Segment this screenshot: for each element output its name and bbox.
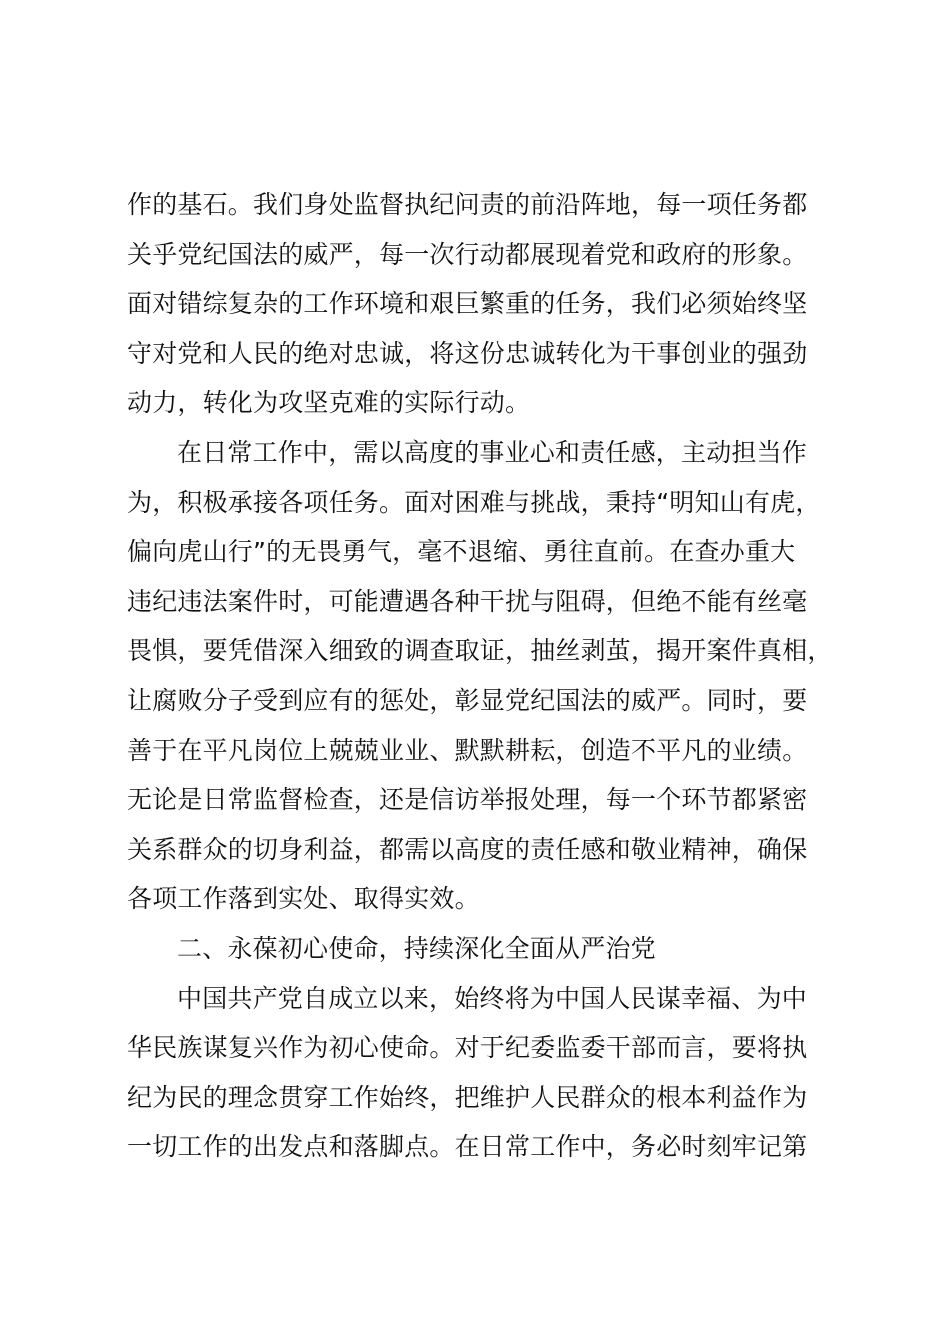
text-line: 无论是日常监督检查，还是信访举报处理，每一个环节都紧密 (127, 785, 808, 815)
paragraph-first-line: 中国共产党自成立以来，始终将为中国人民谋幸福、为中 (177, 983, 808, 1013)
text-line: 守对党和人民的绝对忠诚，将这份忠诚转化为干事创业的强劲 (127, 338, 808, 368)
section-heading: 二、永葆初心使命，持续深化全面从严治党 (177, 933, 656, 963)
text-line: 各项工作落到实处、取得实效。 (127, 884, 480, 914)
text-line: 关乎党纪国法的威严，每一次行动都展现着党和政府的形象。 (127, 239, 808, 269)
text-line: 畏惧，要凭借深入细致的调查取证，抽丝剥茧，揭开案件真相， (127, 636, 833, 666)
text-line: 违纪违法案件时，可能遭遇各种干扰与阻碍，但绝不能有丝毫 (127, 586, 808, 616)
text-line: 华民族谋复兴作为初心使命。对于纪委监委干部而言，要将执 (127, 1033, 808, 1063)
text-line: 善于在平凡岗位上兢兢业业、默默耕耘，创造不平凡的业绩。 (127, 735, 808, 765)
text-line: 作的基石。我们身处监督执纪问责的前沿阵地，每一项任务都 (127, 190, 808, 219)
document-body (127, 180, 839, 1172)
text-line: 让腐败分子受到应有的惩处，彰显党纪国法的威严。同时，要 (127, 685, 808, 715)
text-line: 偏向虎山行”的无畏勇气，毫不退缩、勇往直前。在查办重大 (127, 537, 796, 567)
text-line: 动力，转化为攻坚克难的实际行动。 (127, 388, 531, 418)
text-line: 关系群众的切身利益，都需以高度的责任感和敬业精神，确保 (127, 834, 808, 864)
text-line: 一切工作的出发点和落脚点。在日常工作中，务必时刻牢记第 (127, 1132, 808, 1162)
text-line: 纪为民的理念贯穿工作始终，把维护人民群众的根本利益作为 (127, 1082, 808, 1112)
paragraph-first-line: 在日常工作中，需以高度的事业心和责任感，主动担当作 (177, 437, 808, 467)
text-line: 为，积极承接各项任务。面对困难与挑战，秉持“明知山有虎， (127, 487, 821, 517)
text-line: 面对错综复杂的工作环境和艰巨繁重的任务，我们必须始终坚 (127, 289, 808, 319)
